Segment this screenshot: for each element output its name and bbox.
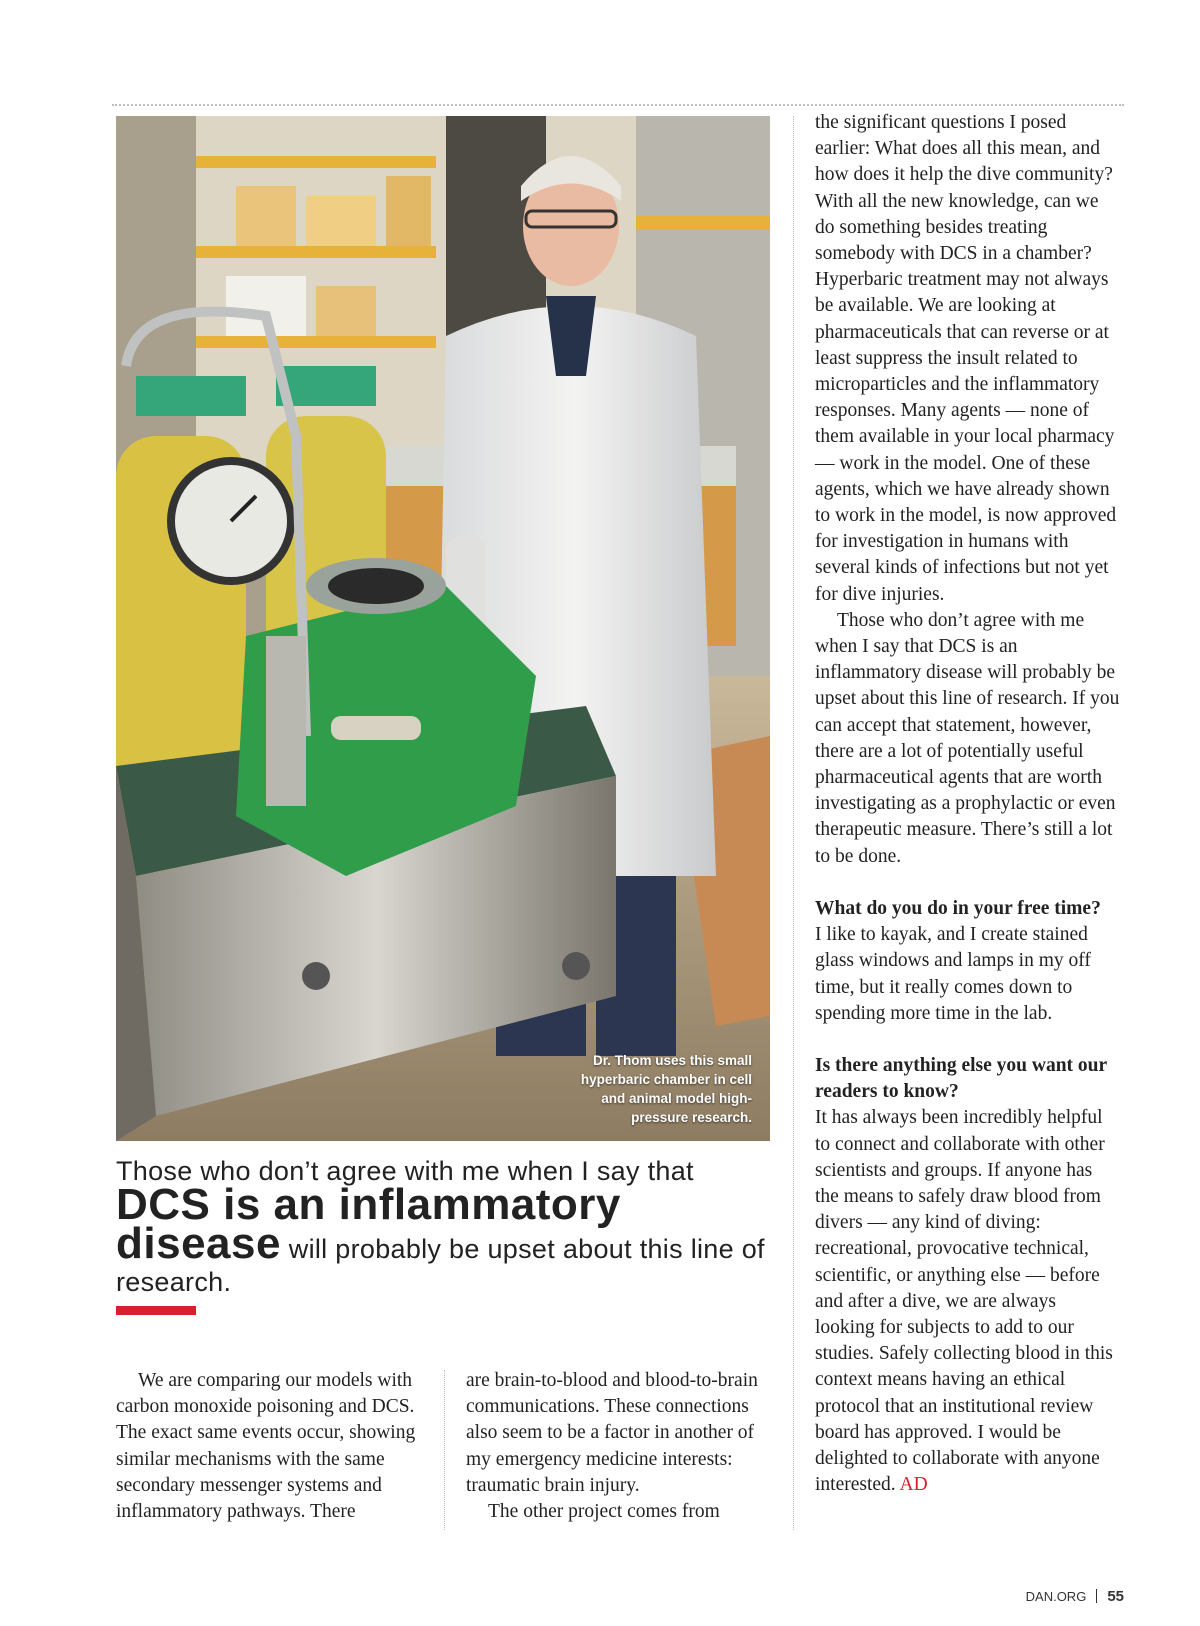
footer-divider — [1096, 1589, 1097, 1603]
interview-question: Is there anything else you want our readers to know? — [815, 1054, 1107, 1103]
pull-quote — [116, 1155, 776, 1299]
page-footer — [1026, 1588, 1124, 1605]
feature-photo — [116, 116, 770, 1141]
interview-question: What do you do in your free time? — [815, 897, 1101, 919]
page-number: 55 — [1107, 1588, 1124, 1605]
column-divider — [444, 1370, 445, 1530]
text-column-left — [116, 1368, 421, 1525]
text-column-right — [815, 110, 1120, 1498]
interview-answer: I like to kayak, and I create stained glass windows and lamps in my off time, but it really comes down to spending more time in the lab. — [815, 924, 1091, 1024]
footer-site: DAN.ORG — [1025, 1589, 1087, 1604]
paragraph: The other project comes from — [488, 1501, 720, 1523]
pull-quote-part-1: Those who don’t agree with me when I say that — [116, 1156, 694, 1186]
answer-text: It has always been incredibly helpful to connect and collaborate with other scientists and groups. If anyone has the means to safely draw blood from divers — any kind of diving: recreational, provocative technical, scientific, or anything else — before and after a dive, we are always looking for subjects to add to our studies. Safely collecting blood in this context means having an ethical protocol that an institutional review board has approved. I would be delighted to collaborate with anyone interested. — [815, 1107, 1113, 1496]
paragraph: the significant questions I posed earlier: What does all this mean, and how does it help the dive community? With all the new knowledge, can we do something besides treating somebody with DCS in a chamber? Hyperbaric treatment may not always be available. We are looking at pharmaceuticals that can reverse or at least suppress the insult related to microparticles and the inflammatory responses. Many agents — none of them available in your local pharmacy — work in the model. One of these agents, which we have already shown to work in the model, is now approved for investigation in humans with several kinds of infections but not yet for dive injuries. — [815, 112, 1117, 605]
text-column-middle — [466, 1368, 771, 1525]
interview-answer — [815, 1105, 1120, 1498]
paragraph: We are comparing our models with carbon monoxide poisoning and DCS. The exact same events occur, showing similar mechanisms with the same secondary messenger systems and inflammatory pathways. There — [116, 1370, 416, 1523]
photo-caption: Dr. Thom uses this small hyperbaric chamber in cell and animal model high-pressure research. — [580, 1053, 752, 1125]
column-divider — [793, 116, 794, 1530]
paragraph: Those who don’t agree with me when I say that DCS is an inflammatory disease will probably be upset about this line of research. If you can accept that statement, however, there are a lot of potentially useful pharmaceutical agents that are worth investigating as a prophylactic or even therapeutic measure. There’s still a lot to be done. — [815, 609, 1120, 867]
end-mark: AD — [899, 1474, 928, 1496]
accent-bar — [116, 1306, 196, 1315]
lab-scene-illustration — [116, 116, 770, 1141]
pull-quote-emphasis: DCS is an inflammatory disease — [116, 1180, 621, 1268]
paragraph: are brain-to-blood and blood-to-brain communications. These connections also seem to be a factor in another of my emergency medicine interests: traumatic brain injury. — [466, 1370, 758, 1496]
pull-quote-part-2: will probably be upset about this line of research. — [116, 1234, 765, 1297]
top-dotted-rule — [112, 104, 1124, 106]
